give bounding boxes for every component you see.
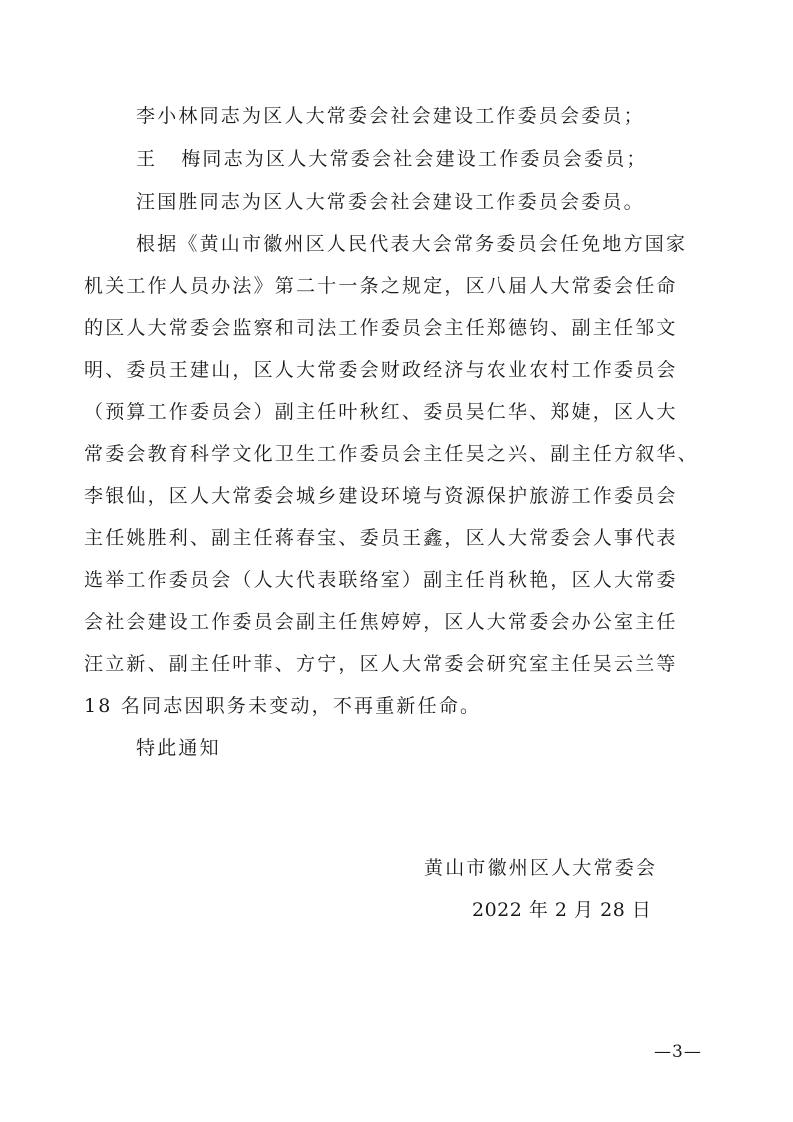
paragraph-line: 汪立新、副主任叶菲、方宁，区人大常委会研究室主任吴云兰等 — [84, 653, 678, 675]
appointment-text: 同志为区人大常委会社会建设工作委员会委员； — [199, 105, 645, 127]
page-number: —3— — [654, 1042, 702, 1062]
paragraph-line: 18 名同志因职务未变动，不再重新任命。 — [84, 695, 482, 717]
paragraph-line: 根据《黄山市徽州区人民代表大会常务委员会任免地方国家 — [136, 233, 688, 255]
paragraph-line: 选举工作委员会（人大代表联络室）副主任肖秋艳，区人大常委 — [84, 569, 678, 591]
paragraph-line: （预算工作委员会）副主任叶秋红、委员吴仁华、郑婕，区人大 — [84, 401, 678, 423]
paragraph-line: 明、委员王建山，区人大常委会财政经济与农业农村工作委员会 — [84, 359, 678, 381]
appointment-line-2 — [136, 147, 648, 171]
paragraph-line: 会社会建设工作委员会副主任焦婷婷，区人大常委会办公室主任 — [84, 611, 678, 633]
signature-date: 2022 年 2 月 28 日 — [472, 899, 652, 921]
appointee-name-part2: 梅 — [181, 148, 203, 170]
signature-organization: 黄山市徽州区人大常委会 — [424, 857, 658, 879]
appointment-text: 同志为区人大常委会社会建设工作委员会委员； — [202, 148, 648, 170]
appointment-line-3 — [136, 190, 645, 214]
paragraph-line: 李银仙，区人大常委会城乡建设环境与资源保护旅游工作委员会 — [84, 485, 678, 507]
paragraph-line: 常委会教育科学文化卫生工作委员会主任吴之兴、副主任方叙华、 — [84, 443, 699, 465]
appointee-name: 汪国胜 — [136, 191, 200, 213]
appointee-name-part1: 王 — [136, 148, 158, 170]
appointment-text: 同志为区人大常委会社会建设工作委员会委员。 — [199, 191, 645, 213]
paragraph-line: 主任姚胜利、副主任蒋春宝、委员王鑫，区人大常委会人事代表 — [84, 527, 678, 549]
paragraph-line: 的区人大常委会监察和司法工作委员会主任郑德钧、副主任邹文 — [84, 317, 678, 339]
appointment-line-1 — [136, 104, 645, 128]
paragraph-line: 机关工作人员办法》第二十一条之规定，区八届人大常委会任命 — [84, 275, 678, 297]
closing-text: 特此通知 — [136, 737, 221, 759]
appointee-name: 李小林 — [136, 105, 200, 127]
